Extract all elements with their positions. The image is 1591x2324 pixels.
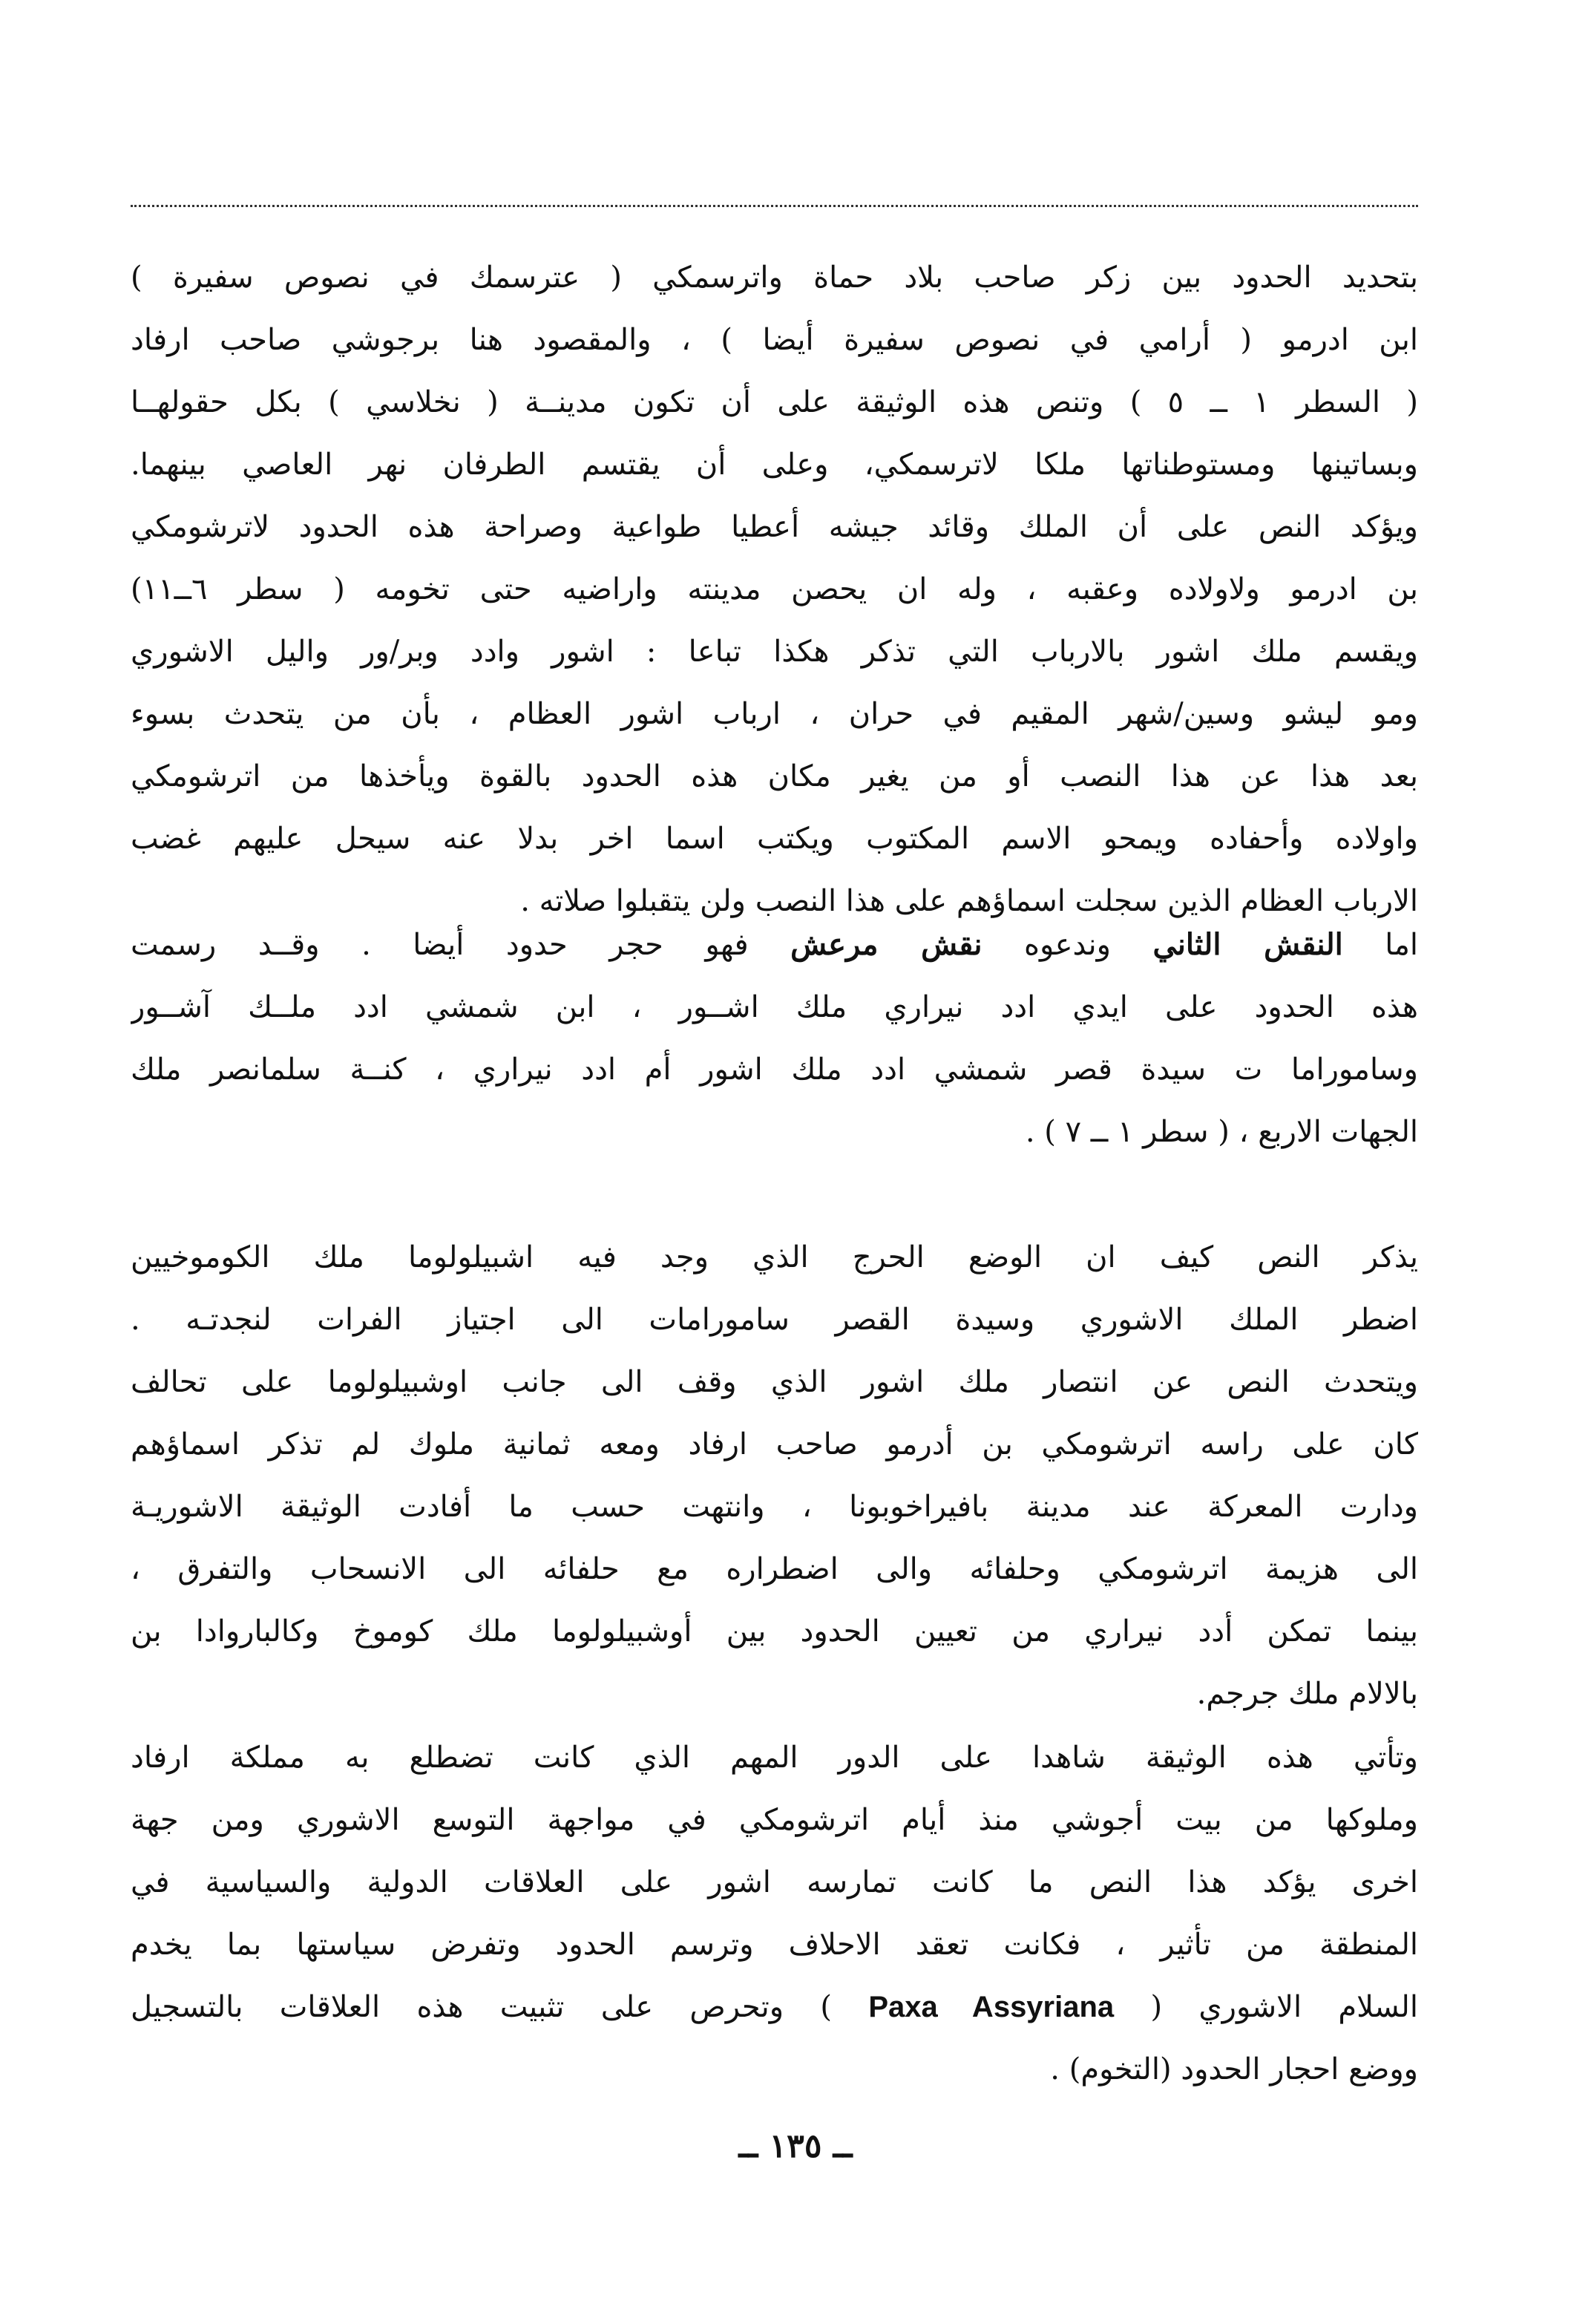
text-line-with-latin — [131, 1976, 1418, 2038]
text-line: هذه الحدود على ايدي ادد نيراري ملك اشــور ، ابن شمشي ادد ملــك آشــور — [131, 990, 1418, 1024]
text-line: ابن ادرمو ( أرامي في نصوص سفيرة أيضا ) ، والمقصود هنا برجوشي صاحب ارفاد — [131, 323, 1418, 357]
text-line: وملوكها من بيت أجوشي منذ أيام اترشومكي في مواجهة التوسع الاشوري ومن جهة — [131, 1803, 1418, 1837]
text-line: وتأتي هذه الوثيقة شاهدا على الدور المهم الذي كانت تضطلع به مملكة ارفاد — [131, 1741, 1418, 1775]
text-line: بن ادرمو ولاولاده وعقبه ، وله ان يحصن مدينته واراضيه حتى تخومه ( سطر ٦ــ١١) — [131, 572, 1418, 606]
paragraph-2 — [131, 914, 1418, 1163]
text-line: اضطر الملك الاشوري وسيدة القصر سامورامات الى اجتياز الفرات لنجدتـه . — [131, 1303, 1418, 1337]
latin-term-pax-assyriana: Paxa Assyriana — [868, 1991, 1115, 2023]
text-line: الجهات الاربع ، ( سطر ١ ــ ٧ ) . — [1025, 1115, 1418, 1149]
text-line: واولاده وأحفاده ويمحو الاسم المكتوب ويكتب اسما اخر بدلا عنه سيحل عليهم غضب — [131, 822, 1418, 856]
top-dotted-rule — [131, 205, 1418, 207]
text-segment: فهو حجر حدود أيضا . وقــد رسمت — [131, 928, 791, 962]
text-line: ( السطر ١ ــ ٥ ) وتنص هذه الوثيقة على أن تكون مدينــة ( نخلاسي ) بكل حقولهــا — [131, 385, 1418, 419]
text-line: بينما تمكن أدد نيراري من تعيين الحدود بين أوشبيلولوما ملك كوموخ وكالباروادا بن — [131, 1614, 1418, 1649]
text-line: اخرى يؤكد هذا النص ما كانت تمارسه اشور على العلاقات الدولية والسياسية في — [131, 1865, 1418, 1899]
text-line: ويقسم ملك اشور بالارباب التي تذكر هكذا تباعا : اشور وادد وبر/ور واليل الاشوري — [131, 635, 1418, 669]
text-line-with-emphasis — [131, 914, 1418, 976]
text-line: الارباب العظام الذين سجلت اسماؤهم على هذا النصب ولن يتقبلوا صلاته . — [520, 884, 1418, 918]
text-segment: وندعوه — [982, 928, 1153, 962]
paragraph-1 — [131, 246, 1418, 932]
text-line: كان على راسه اترشومكي بن أدرمو صاحب ارفاد ومعه ثمانية ملوك لم تذكر اسماؤهم — [131, 1427, 1418, 1461]
text-line: بتحديد الحدود بين زكر صاحب بلاد حماة واترسمكي ( عترسمك في نصوص سفيرة ) — [131, 261, 1418, 295]
emphasis-second-inscription: النقش الثاني — [1152, 927, 1343, 962]
text-segment: اما — [1342, 928, 1418, 962]
text-line: الى هزيمة اترشومكي وحلفائه والى اضطراره مع حلفائه الى الانسحاب والتفرق ، — [131, 1552, 1418, 1586]
text-line: المنطقة من تأثير ، فكانت تعقد الاحلاف وترسم الحدود وتفرض سياستها بما يخدم — [131, 1928, 1418, 1962]
text-line: ووضع احجار الحدود (التخوم) . — [1050, 2052, 1418, 2086]
text-line: وساموراما ت سيدة قصر شمشي ادد ملك اشور أم ادد نيراري ، كنــة سلمانصر ملك — [131, 1053, 1418, 1087]
text-segment: ) وتحرص على تثبيت هذه العلاقات بالتسجيل — [131, 1990, 869, 2024]
text-line: بالالام ملك جرجم. — [1196, 1677, 1418, 1711]
paragraph-4 — [131, 1726, 1418, 2101]
text-segment: السلام الاشوري ( — [1114, 1990, 1418, 2024]
text-line: بعد هذا عن هذا النصب أو من يغير مكان هذه الحدود بالقوة ويأخذها من اترشومكي — [131, 759, 1418, 793]
text-line: وبساتينها ومستوطناتها ملكا لاترسمكي، وعلى أن يقتسم الطرفان نهر العاصي بينهما. — [131, 448, 1418, 482]
paragraph-3 — [131, 1226, 1418, 1725]
text-line: ويتحدث النص عن انتصار ملك اشور الذي وقف الى جانب اوشبيلولوما على تحالف — [131, 1365, 1418, 1399]
text-line: ومو ليشو وسين/شهر المقيم في حران ، ارباب اشور العظام ، بأن من يتحدث بسوء — [131, 697, 1418, 731]
emphasis-marash-inscription: نقش مرعش — [790, 927, 983, 962]
page-number: ــ ١٣٥ ــ — [738, 2127, 853, 2165]
text-line: ويؤكد النص على أن الملك وقائد جيشه أعطيا طواعية وصراحة هذه الحدود لاترشومكي — [131, 510, 1418, 544]
text-line: يذكر النص كيف ان الوضع الحرج الذي وجد فيه اشبيلولوما ملك الكوموخيين — [131, 1240, 1418, 1274]
text-line: ودارت المعركة عند مدينة بافيراخوبونا ، وانتهت حسب ما أفادت الوثيقة الاشوريـة — [131, 1490, 1418, 1524]
